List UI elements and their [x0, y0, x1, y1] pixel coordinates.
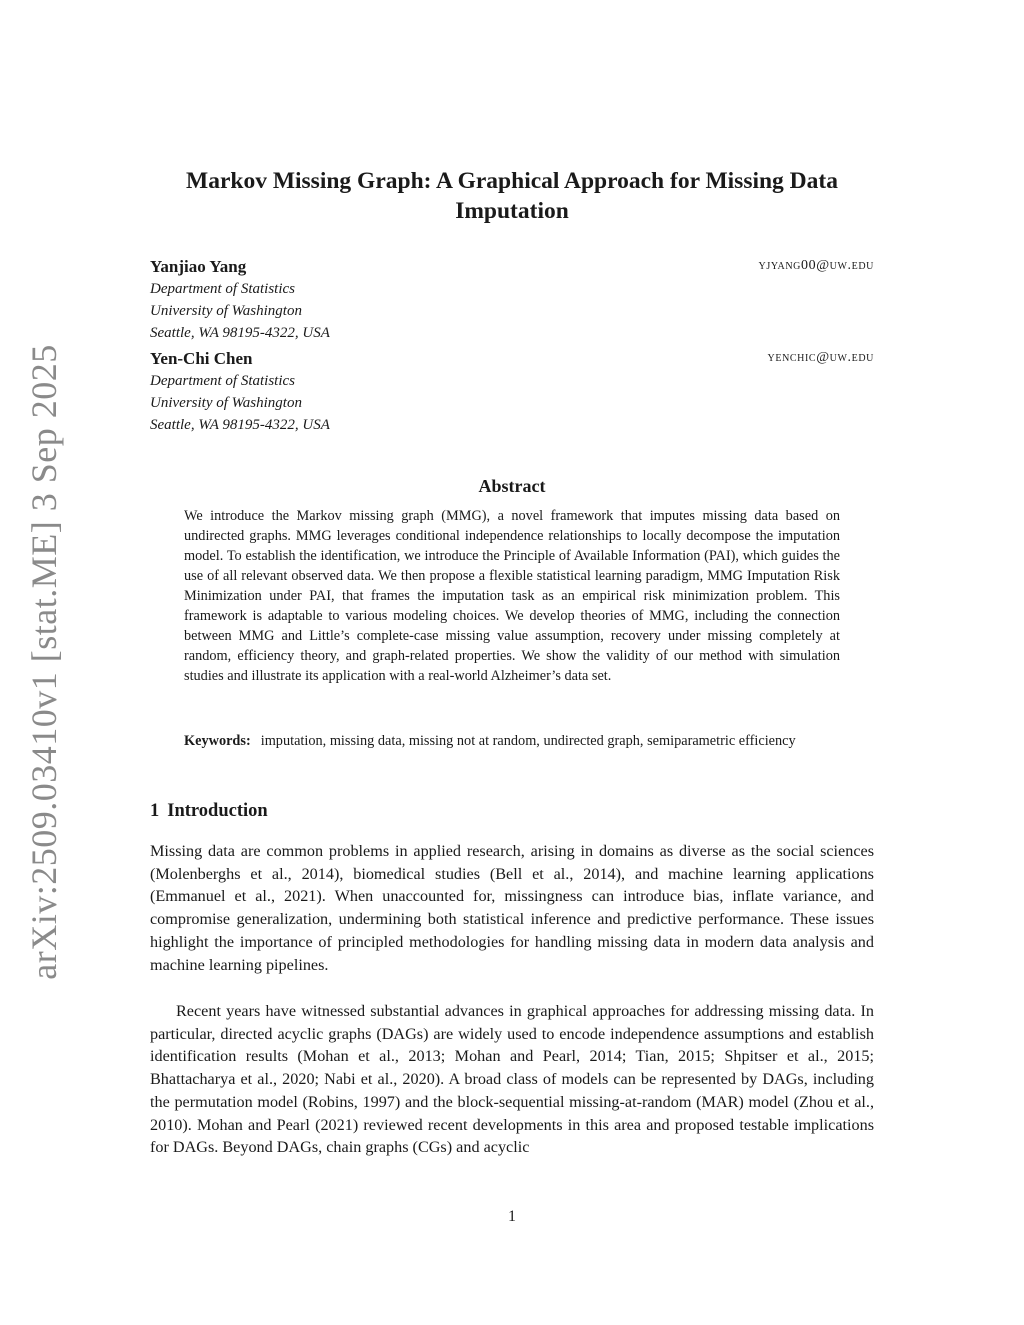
author-block [150, 256, 874, 344]
keywords [184, 731, 840, 751]
section-number: 1 [150, 801, 160, 821]
keywords-label: Keywords: [184, 733, 251, 749]
paper-title: Markov Missing Graph: A Graphical Approach for Missing Data Imputation [186, 168, 838, 224]
section-heading [150, 801, 268, 822]
author-email[interactable]: yenchic@uw.edu [767, 350, 874, 365]
body-paragraph: Recent years have witnessed substantial advances in graphical approaches for addressing missing data. In particular, directed acyclic graphs (DAGs) are widely used to encode independence assumptions and establish identification results (Mohan et al., 2013; Mohan and Pearl, 2014; Tian, 2015; Shpitser et al., 2015; Bhattacharya et al., 2020; Nabi et al., 2020). A broad class of models can be represented by DAGs, including the permutation model (Robins, 1997) and the block-sequential missing-at-random (MAR) model (Zhou et al., 2010). Mohan and Pearl (2021) reviewed recent developments in this area and proposed testable implications for DAGs. Beyond DAGs, chain graphs (CGs) and acyclic [150, 1002, 874, 1157]
author-block [150, 348, 874, 436]
page-number: 1 [508, 1208, 516, 1225]
abstract-heading: Abstract [478, 476, 546, 496]
author-address: Seattle, WA 98195-4322, USA [150, 325, 330, 341]
author-address: Seattle, WA 98195-4322, USA [150, 417, 330, 433]
author-university: University of Washington [150, 395, 302, 411]
section-title: Introduction [167, 801, 268, 821]
author-university: University of Washington [150, 303, 302, 319]
body-paragraph: Missing data are common problems in applied research, arising in domains as diverse as the social sciences (Molenberghs et al., 2014), biomedical studies (Bell et al., 2014), and machine learning applications (Emmanuel et al., 2021). When unaccounted for, missingness can introduce bias, inflate variance, and compromise generalization, undermining both statistical inference and predictive performance. These issues highlight the importance of principled methodologies for handling missing data in modern data analysis and machine learning pipelines. [150, 842, 874, 974]
author-email[interactable]: yjyang00@uw.edu [758, 258, 874, 273]
keywords-list: imputation, missing data, missing not at random, undirected graph, semiparametric efficiency [260, 733, 796, 749]
abstract-text: We introduce the Markov missing graph (MMG), a novel framework that imputes missing data based on undirected graphs. MMG leverages conditional independence relationships to locally decompose the imputation model. To establish the identification, we introduce the Principle of Available Information (PAI), which guides the use of all relevant observed data. We then propose a flexible statistical learning paradigm, MMG Imputation Risk Minimization under PAI, that frames the imputation task as an empirical risk minimization problem. This framework is adaptable to various modeling choices. We develop theories of MMG, including the connection between MMG and Little’s complete-case missing value assumption, recovery under missing completely at random, efficiency theory, and graph-related properties. We show the validity of our method with simulation studies and illustrate its application with a real-world Alzheimer’s data set. [184, 508, 840, 684]
author-name: Yanjiao Yang [150, 257, 247, 276]
author-name: Yen-Chi Chen [150, 349, 253, 368]
author-department: Department of Statistics [150, 281, 295, 297]
arxiv-identifier-stamp[interactable]: arXiv:2509.03410v1 [stat.ME] 3 Sep 2025 [24, 344, 64, 980]
author-department: Department of Statistics [150, 373, 295, 389]
